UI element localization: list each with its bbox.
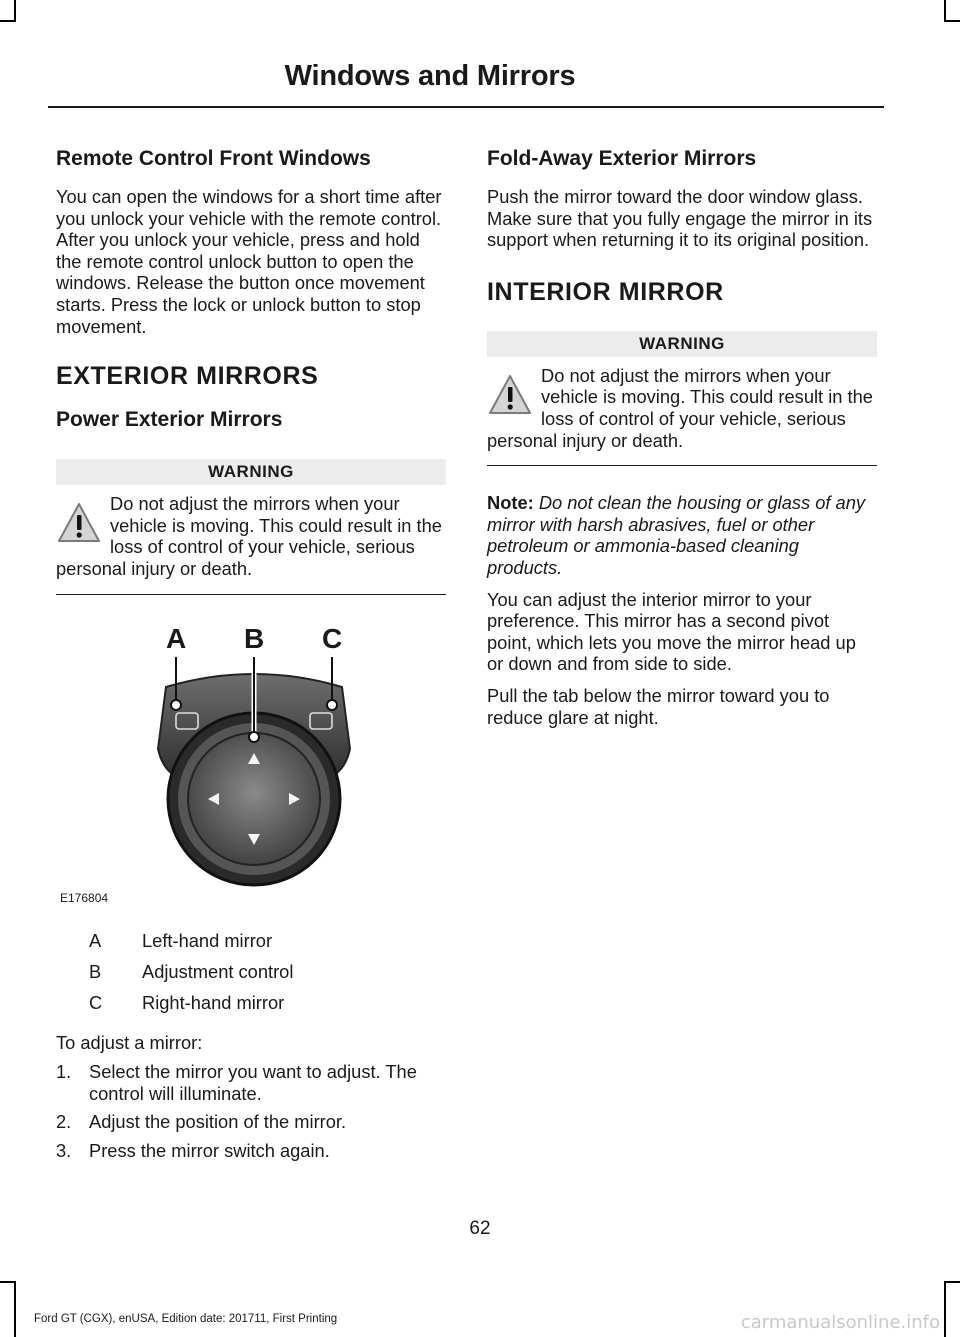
crop-mark (0, 1281, 16, 1283)
page-number: 62 (469, 1218, 491, 1239)
exterior-mirrors-heading: EXTERIOR MIRRORS (56, 362, 319, 391)
warning-box (56, 459, 446, 594)
fold-away-heading: Fold-Away Exterior Mirrors (487, 147, 757, 170)
left-column (56, 144, 446, 1162)
note-paragraph (487, 492, 877, 578)
adjust-intro: To adjust a mirror: (56, 1031, 203, 1053)
warning-body (487, 365, 877, 451)
list-text: Adjust the position of the mirror. (89, 1111, 347, 1133)
list-item (56, 1061, 446, 1104)
legend-key: C (89, 991, 103, 1013)
glare-text: Pull the tab below the mirror toward you to reduce glare at night. (487, 684, 830, 728)
fold-away-text: Push the mirror toward the door window glass. Make sure that you fully engage the mirror in its support when returning it to its original position. (487, 186, 873, 251)
legend-key: A (89, 929, 102, 951)
list-text: Select the mirror you want to adjust. The control will illuminate. (89, 1061, 417, 1104)
warning-triangle-icon (487, 373, 533, 419)
legend-key: B (89, 960, 102, 982)
adjust-steps-list (56, 1061, 446, 1161)
figure-image-id: E176804 (60, 890, 109, 905)
edition-line: Ford GT (CGX), enUSA, Edition date: 201711, First Printing (34, 1313, 338, 1325)
crop-mark (944, 1281, 960, 1283)
list-number: 1. (56, 1061, 72, 1083)
list-number: 2. (56, 1111, 72, 1133)
mirror-switch-illustration (154, 657, 354, 893)
remote-windows-text: You can open the windows for a short time after you unlock your vehicle with the remote control. After you unlock your vehicle, press and hold the remote control unlock button to open the windows. Release the button once movement starts. Press the lock or unlock button to stop movement. (56, 186, 442, 337)
list-text: Press the mirror switch again. (89, 1139, 330, 1161)
power-mirrors-heading: Power Exterior Mirrors (56, 408, 283, 432)
warning-label: WARNING (487, 331, 877, 357)
figure-label-b: B (244, 622, 265, 654)
list-number: 3. (56, 1139, 72, 1161)
page-header-title: Windows and Mirrors (284, 60, 576, 92)
right-column (487, 144, 877, 728)
interior-adjust-text: You can adjust the interior mirror to your preference. This mirror has a second pivot point, which lets you move the mirror head up or down and from side to side. (487, 588, 856, 675)
figure-label-a: A (166, 622, 187, 654)
warning-box (487, 331, 877, 466)
list-item (56, 1140, 446, 1162)
warning-text: Do not adjust the mirrors when your vehicle is moving. This could result in the loss of control of your vehicle, serious personal injury or death. (56, 493, 442, 579)
warning-body (56, 493, 446, 579)
warning-divider (56, 594, 446, 595)
legend-text: Adjustment control (142, 960, 294, 982)
legend-row (56, 925, 446, 956)
warning-text: Do not adjust the mirrors when your vehicle is moving. This could result in the loss of control of your vehicle, serious personal injury or death. (487, 364, 873, 451)
legend-row (56, 987, 446, 1018)
interior-mirror-heading: INTERIOR MIRROR (487, 277, 724, 306)
crop-mark (944, 20, 960, 22)
note-text: Do not clean the housing or glass of any mirror with harsh abrasives, fuel or other petroleum or ammonia-based cleaning products. (487, 492, 866, 578)
figure-legend (56, 925, 446, 1018)
warning-label: WARNING (56, 459, 446, 485)
mirror-control-figure (56, 623, 446, 905)
note-label: Note: (487, 492, 534, 514)
warning-triangle-icon (56, 501, 102, 547)
crop-mark (944, 1281, 946, 1337)
list-item (56, 1111, 446, 1133)
crop-mark (14, 1281, 16, 1337)
watermark: carmanualsonline.info (740, 1312, 940, 1333)
remote-windows-heading: Remote Control Front Windows (56, 147, 371, 170)
legend-text: Left-hand mirror (142, 929, 273, 951)
legend-text: Right-hand mirror (142, 991, 285, 1013)
figure-label-c: C (322, 622, 343, 654)
warning-divider (487, 465, 877, 466)
legend-row (56, 956, 446, 987)
crop-mark (944, 0, 946, 22)
header-divider (48, 106, 884, 108)
crop-mark (14, 0, 16, 22)
crop-mark (0, 20, 16, 22)
